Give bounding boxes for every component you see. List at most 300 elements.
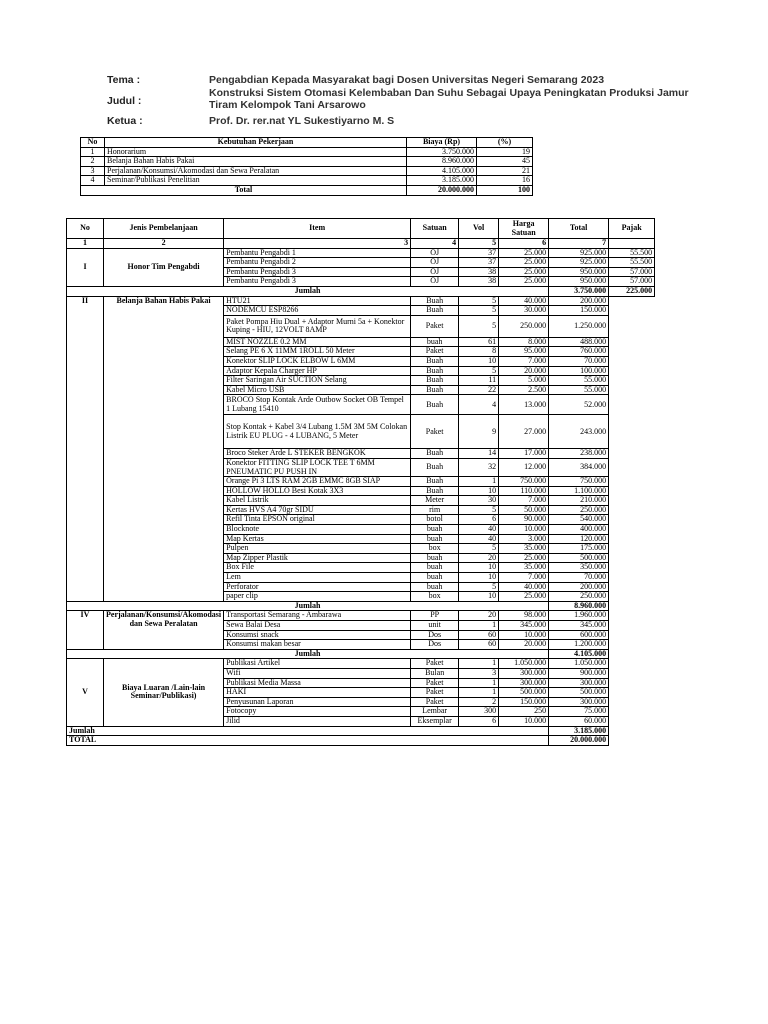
- pajak-cell: [609, 668, 655, 678]
- pajak-cell: [609, 515, 655, 525]
- item-cell: Refil Tinta EPSON original: [224, 515, 411, 525]
- harga-cell: 98.000: [499, 611, 549, 621]
- pajak-cell: [609, 385, 655, 395]
- detail-header-satuan: Satuan: [411, 219, 459, 239]
- item-cell: Penyusunan Laporan: [224, 697, 411, 707]
- detail-index-cell: 4: [411, 239, 459, 249]
- item-cell: Jilid: [224, 716, 411, 726]
- item-cell: Publikasi Artikel: [224, 659, 411, 669]
- satuan-cell: Paket: [411, 697, 459, 707]
- summary-biaya: 3.750.000: [407, 147, 477, 157]
- detail-index-row: [67, 239, 655, 249]
- satuan-cell: Buah: [411, 385, 459, 395]
- jumlah-total: 4.105.000: [549, 649, 609, 659]
- vol-cell: 14: [459, 449, 499, 459]
- total-cell: 600.000: [549, 630, 609, 640]
- summary-total-pct: 100: [477, 185, 533, 195]
- vol-cell: 4: [459, 395, 499, 415]
- harga-cell: 300.000: [499, 668, 549, 678]
- detail-index-cell: 7: [549, 239, 609, 249]
- harga-cell: 7.000: [499, 496, 549, 506]
- summary-pct: 16: [477, 176, 533, 186]
- harga-cell: 5.000: [499, 376, 549, 386]
- vol-cell: 10: [459, 486, 499, 496]
- vol-cell: 20: [459, 611, 499, 621]
- total-cell: 350.000: [549, 563, 609, 573]
- summary-no: 1: [81, 147, 105, 157]
- vol-cell: 3: [459, 668, 499, 678]
- summary-row: [81, 147, 533, 157]
- summary-header-kebutuhan: Kebutuhan Pekerjaan: [105, 138, 407, 148]
- item-cell: Pembantu Pengabdi 1: [224, 248, 411, 258]
- ketua-label: Ketua :: [107, 115, 143, 127]
- pajak-cell: [609, 678, 655, 688]
- harga-cell: 17.000: [499, 449, 549, 459]
- pajak-cell: [609, 573, 655, 583]
- harga-cell: 345.000: [499, 621, 549, 631]
- satuan-cell: Buah: [411, 356, 459, 366]
- item-cell: Konsumsi snack: [224, 630, 411, 640]
- vol-cell: 60: [459, 630, 499, 640]
- pajak-cell: [609, 544, 655, 554]
- group-jenis: Honor Tim Pengabdi: [104, 248, 224, 286]
- vol-cell: 1: [459, 659, 499, 669]
- summary-no: 2: [81, 157, 105, 167]
- pajak-cell: [609, 296, 655, 306]
- total-cell: 70.000: [549, 573, 609, 583]
- group-no: IV: [67, 611, 104, 649]
- item-cell: Filter Saringan Air SUCTION Selang: [224, 376, 411, 386]
- satuan-cell: PP: [411, 611, 459, 621]
- summary-no: 4: [81, 176, 105, 186]
- harga-cell: 27.000: [499, 415, 549, 449]
- harga-cell: 20.000: [499, 366, 549, 376]
- vol-cell: 40: [459, 525, 499, 535]
- summary-biaya: 8.960.000: [407, 157, 477, 167]
- satuan-cell: Buah: [411, 449, 459, 459]
- ketua-value: Prof. Dr. rer.nat YL Sukestiyarno M. S: [209, 115, 395, 127]
- total-cell: 950.000: [549, 277, 609, 287]
- tema-label: Tema :: [107, 74, 141, 86]
- satuan-cell: unit: [411, 621, 459, 631]
- grand-total-row: [67, 736, 655, 746]
- pajak-cell: [609, 716, 655, 726]
- total-cell: 250.000: [549, 592, 609, 602]
- satuan-cell: Buah: [411, 306, 459, 316]
- vol-cell: 10: [459, 573, 499, 583]
- harga-cell: 25.000: [499, 592, 549, 602]
- satuan-cell: buah: [411, 563, 459, 573]
- item-cell: Map Zipper Plastik: [224, 553, 411, 563]
- table-row: [67, 248, 655, 258]
- total-cell: 750.000: [549, 477, 609, 487]
- satuan-cell: OJ: [411, 258, 459, 268]
- grand-total-value: 20.000.000: [549, 736, 609, 746]
- item-cell: Broco Steker Arde L STEKER BENGKOK: [224, 449, 411, 459]
- summary-pct: 21: [477, 166, 533, 176]
- harga-cell: 90.000: [499, 515, 549, 525]
- jumlah-row: [67, 649, 655, 659]
- satuan-cell: box: [411, 544, 459, 554]
- item-cell: Publikasi Media Massa: [224, 678, 411, 688]
- pajak-cell: [609, 726, 655, 736]
- pajak-cell: 55.500: [609, 248, 655, 258]
- total-cell: 55.000: [549, 385, 609, 395]
- total-cell: 300.000: [549, 697, 609, 707]
- pajak-cell: [609, 640, 655, 650]
- final-jumlah-row: [67, 726, 655, 736]
- pajak-cell: [609, 376, 655, 386]
- total-cell: 500.000: [549, 553, 609, 563]
- satuan-cell: Paket: [411, 347, 459, 357]
- vol-cell: 20: [459, 553, 499, 563]
- harga-cell: 25.000: [499, 248, 549, 258]
- item-cell: Konektor FITTING SLIP LOCK TEE T 6MM PNEUMATIC PU PUSH IN: [224, 458, 411, 476]
- item-cell: Lem: [224, 573, 411, 583]
- item-cell: BROCO Stop Kontak Arde Outbow Socket OB Tempel 1 Lubang 15410: [224, 395, 411, 415]
- summary-biaya: 4.105.000: [407, 166, 477, 176]
- detail-index-cell: 3: [224, 239, 411, 249]
- jumlah-label: Jumlah: [67, 286, 549, 296]
- pajak-cell: [609, 688, 655, 698]
- summary-kebutuhan: Honorarium: [105, 147, 407, 157]
- final-jumlah-label: Jumlah: [67, 726, 549, 736]
- satuan-cell: Lembar: [411, 707, 459, 717]
- jumlah-pajak: 225.000: [609, 286, 655, 296]
- detail-header-row: [67, 219, 655, 239]
- satuan-cell: Buah: [411, 477, 459, 487]
- harga-cell: 30.000: [499, 306, 549, 316]
- detail-index-cell: [609, 239, 655, 249]
- total-cell: 345.000: [549, 621, 609, 631]
- harga-cell: 7.000: [499, 356, 549, 366]
- detail-header-item: Item: [224, 219, 411, 239]
- satuan-cell: Eksemplar: [411, 716, 459, 726]
- item-cell: Pembantu Pengabdi 3: [224, 277, 411, 287]
- harga-cell: 25.000: [499, 277, 549, 287]
- pajak-cell: [609, 458, 655, 476]
- satuan-cell: buah: [411, 534, 459, 544]
- pajak-cell: [609, 347, 655, 357]
- satuan-cell: buah: [411, 553, 459, 563]
- harga-cell: 10.000: [499, 525, 549, 535]
- pajak-cell: 57.000: [609, 267, 655, 277]
- summary-kebutuhan: Seminar/Publikasi Penelitian: [105, 176, 407, 186]
- total-cell: 488.000: [549, 337, 609, 347]
- item-cell: Pembantu Pengabdi 2: [224, 258, 411, 268]
- pajak-cell: [609, 707, 655, 717]
- item-cell: Stop Kontak + Kabel 3/4 Lubang 1.5M 3M 5M Colokan Listrik EU PLUG - 4 LUBANG, 5 Meter: [224, 415, 411, 449]
- harga-cell: 20.000: [499, 640, 549, 650]
- detail-index-cell: 1: [67, 239, 104, 249]
- total-cell: 120.000: [549, 534, 609, 544]
- summary-header-biaya: Biaya (Rp): [407, 138, 477, 148]
- pajak-cell: [609, 477, 655, 487]
- pajak-cell: [609, 337, 655, 347]
- item-cell: HTU21: [224, 296, 411, 306]
- pajak-cell: [609, 315, 655, 337]
- pajak-cell: [609, 505, 655, 515]
- satuan-cell: Bulan: [411, 668, 459, 678]
- total-cell: 500.000: [549, 688, 609, 698]
- satuan-cell: Paket: [411, 688, 459, 698]
- satuan-cell: buah: [411, 573, 459, 583]
- item-cell: Konsumsi makan besar: [224, 640, 411, 650]
- harga-cell: 95.000: [499, 347, 549, 357]
- summary-biaya: 3.185.000: [407, 176, 477, 186]
- total-cell: 1.050.000: [549, 659, 609, 669]
- vol-cell: 5: [459, 582, 499, 592]
- summary-header-no: No: [81, 138, 105, 148]
- satuan-cell: Buah: [411, 376, 459, 386]
- summary-total-biaya: 20.000.000: [407, 185, 477, 195]
- detail-table: [66, 218, 655, 746]
- harga-cell: 7.000: [499, 573, 549, 583]
- item-cell: Kabel Micro USB: [224, 385, 411, 395]
- vol-cell: 5: [459, 505, 499, 515]
- pajak-cell: [609, 611, 655, 621]
- total-cell: 384.000: [549, 458, 609, 476]
- item-cell: Perforator: [224, 582, 411, 592]
- harga-cell: 40.000: [499, 296, 549, 306]
- total-cell: 925.000: [549, 258, 609, 268]
- vol-cell: 37: [459, 258, 499, 268]
- item-cell: Konektor SLIP LOCK ELBOW L 6MM: [224, 356, 411, 366]
- harga-cell: 25.000: [499, 267, 549, 277]
- harga-cell: 250.000: [499, 315, 549, 337]
- satuan-cell: Buah: [411, 366, 459, 376]
- harga-cell: 500.000: [499, 688, 549, 698]
- total-cell: 243.000: [549, 415, 609, 449]
- vol-cell: 5: [459, 544, 499, 554]
- item-cell: Kabel Listrik: [224, 496, 411, 506]
- vol-cell: 5: [459, 315, 499, 337]
- harga-cell: 40.000: [499, 582, 549, 592]
- pajak-cell: [609, 525, 655, 535]
- pajak-cell: [609, 582, 655, 592]
- harga-cell: 25.000: [499, 553, 549, 563]
- harga-cell: 10.000: [499, 716, 549, 726]
- harga-cell: 250: [499, 707, 549, 717]
- item-cell: Orange Pi 3 LTS RAM 2GB EMMC 8GB SIAP: [224, 477, 411, 487]
- harga-cell: 35.000: [499, 544, 549, 554]
- pajak-cell: [609, 630, 655, 640]
- jumlah-label: Jumlah: [67, 601, 549, 611]
- summary-total-row: [81, 185, 533, 195]
- satuan-cell: box: [411, 592, 459, 602]
- satuan-cell: Paket: [411, 315, 459, 337]
- grand-total-label: TOTAL: [67, 736, 549, 746]
- satuan-cell: buah: [411, 582, 459, 592]
- vol-cell: 1: [459, 678, 499, 688]
- summary-row: [81, 157, 533, 167]
- detail-header-vol: Vol: [459, 219, 499, 239]
- vol-cell: 5: [459, 306, 499, 316]
- pajak-cell: [609, 486, 655, 496]
- total-cell: 60.000: [549, 716, 609, 726]
- pajak-cell: [609, 395, 655, 415]
- pajak-cell: [609, 415, 655, 449]
- total-cell: 900.000: [549, 668, 609, 678]
- judul-value-line1: Konstruksi Sistem Otomasi Kelembaban Dan Suhu Sebagai Upaya Peningkatan Produksi Jamur: [209, 87, 689, 99]
- total-cell: 1.200.000: [549, 640, 609, 650]
- pajak-cell: [609, 697, 655, 707]
- item-cell: Adaptor Kepala Charger HP: [224, 366, 411, 376]
- satuan-cell: botol: [411, 515, 459, 525]
- detail-index-cell: 6: [499, 239, 549, 249]
- item-cell: Pembantu Pengabdi 3: [224, 267, 411, 277]
- satuan-cell: Meter: [411, 496, 459, 506]
- summary-total-label: Total: [81, 185, 407, 195]
- group-no: V: [67, 659, 104, 726]
- vol-cell: 2: [459, 697, 499, 707]
- jumlah-total: 8.960.000: [549, 601, 609, 611]
- total-cell: 55.000: [549, 376, 609, 386]
- vol-cell: 300: [459, 707, 499, 717]
- vol-cell: 10: [459, 563, 499, 573]
- vol-cell: 30: [459, 496, 499, 506]
- total-cell: 950.000: [549, 267, 609, 277]
- table-row: [67, 659, 655, 669]
- vol-cell: 10: [459, 356, 499, 366]
- item-cell: NODEMCU ESP8266: [224, 306, 411, 316]
- harga-cell: 13.000: [499, 395, 549, 415]
- item-cell: Selang PE 6 X 11MM 1ROLL 50 Meter: [224, 347, 411, 357]
- pajak-cell: [609, 736, 655, 746]
- pajak-cell: 57.000: [609, 277, 655, 287]
- total-cell: 1.100.000: [549, 486, 609, 496]
- group-jenis: Belanja Bahan Habis Pakai: [104, 296, 224, 601]
- vol-cell: 5: [459, 296, 499, 306]
- total-cell: 925.000: [549, 248, 609, 258]
- table-row: [67, 296, 655, 306]
- harga-cell: 750.000: [499, 477, 549, 487]
- vol-cell: 6: [459, 716, 499, 726]
- pajak-cell: [609, 534, 655, 544]
- item-cell: Paket Pompa Hiu Dual + Adaptor Murni 5a + Konektor Kuping - HIU, 12VOLT 8AMP: [224, 315, 411, 337]
- satuan-cell: Dos: [411, 630, 459, 640]
- jumlah-row: [67, 601, 655, 611]
- item-cell: Transportasi Semarang - Ambarawa: [224, 611, 411, 621]
- harga-cell: 1.050.000: [499, 659, 549, 669]
- satuan-cell: Buah: [411, 458, 459, 476]
- detail-header-jenis: Jenis Pembelanjaan: [104, 219, 224, 239]
- harga-cell: 300.000: [499, 678, 549, 688]
- satuan-cell: Dos: [411, 640, 459, 650]
- satuan-cell: Paket: [411, 659, 459, 669]
- pajak-cell: [609, 592, 655, 602]
- total-cell: 400.000: [549, 525, 609, 535]
- vol-cell: 38: [459, 277, 499, 287]
- total-cell: 238.000: [549, 449, 609, 459]
- harga-cell: 3.000: [499, 534, 549, 544]
- summary-table: [80, 137, 533, 196]
- summary-header-row: [81, 138, 533, 148]
- item-cell: Sewa Balai Desa: [224, 621, 411, 631]
- harga-cell: 8.000: [499, 337, 549, 347]
- pajak-cell: [609, 659, 655, 669]
- item-cell: HAKI: [224, 688, 411, 698]
- summary-no: 3: [81, 166, 105, 176]
- item-cell: Blocknote: [224, 525, 411, 535]
- total-cell: 75.000: [549, 707, 609, 717]
- satuan-cell: Buah: [411, 486, 459, 496]
- total-cell: 210.000: [549, 496, 609, 506]
- satuan-cell: Buah: [411, 395, 459, 415]
- harga-cell: 12.000: [499, 458, 549, 476]
- satuan-cell: OJ: [411, 267, 459, 277]
- total-cell: 540.000: [549, 515, 609, 525]
- satuan-cell: buah: [411, 337, 459, 347]
- vol-cell: 38: [459, 267, 499, 277]
- item-cell: paper clip: [224, 592, 411, 602]
- total-cell: 100.000: [549, 366, 609, 376]
- jumlah-label: Jumlah: [67, 649, 549, 659]
- vol-cell: 6: [459, 515, 499, 525]
- detail-header-no: No: [67, 219, 104, 239]
- item-cell: Wifi: [224, 668, 411, 678]
- jumlah-total: 3.750.000: [549, 286, 609, 296]
- item-cell: Box File: [224, 563, 411, 573]
- item-cell: Map Kertas: [224, 534, 411, 544]
- vol-cell: 37: [459, 248, 499, 258]
- satuan-cell: Paket: [411, 415, 459, 449]
- detail-header-harga: Harga Satuan: [499, 219, 549, 239]
- satuan-cell: rim: [411, 505, 459, 515]
- vol-cell: 40: [459, 534, 499, 544]
- summary-row: [81, 166, 533, 176]
- pajak-cell: [609, 356, 655, 366]
- pajak-cell: [609, 553, 655, 563]
- vol-cell: 32: [459, 458, 499, 476]
- vol-cell: 22: [459, 385, 499, 395]
- item-cell: Kertas HVS A4 70gr SIDU: [224, 505, 411, 515]
- total-cell: 52.000: [549, 395, 609, 415]
- harga-cell: 35.000: [499, 563, 549, 573]
- satuan-cell: OJ: [411, 248, 459, 258]
- summary-kebutuhan: Perjalanan/Konsumsi/Akomodasi dan Sewa Peralatan: [105, 166, 407, 176]
- summary-pct: 45: [477, 157, 533, 167]
- harga-cell: 25.000: [499, 258, 549, 268]
- total-cell: 1.960.000: [549, 611, 609, 621]
- item-cell: Fotocopy: [224, 707, 411, 717]
- summary-kebutuhan: Belanja Bahan Habis Pakai: [105, 157, 407, 167]
- vol-cell: 60: [459, 640, 499, 650]
- total-cell: 760.000: [549, 347, 609, 357]
- pajak-cell: [609, 306, 655, 316]
- satuan-cell: Buah: [411, 296, 459, 306]
- total-cell: 200.000: [549, 296, 609, 306]
- total-cell: 150.000: [549, 306, 609, 316]
- total-cell: 70.000: [549, 356, 609, 366]
- group-jenis: Perjalanan/Konsumsi/Akomodasi dan Sewa Peralatan: [104, 611, 224, 649]
- vol-cell: 1: [459, 621, 499, 631]
- total-cell: 250.000: [549, 505, 609, 515]
- harga-cell: 150.000: [499, 697, 549, 707]
- pajak-cell: [609, 621, 655, 631]
- pajak-cell: [609, 649, 655, 659]
- pajak-cell: [609, 496, 655, 506]
- summary-pct: 19: [477, 147, 533, 157]
- summary-header-pct: (%): [477, 138, 533, 148]
- vol-cell: 1: [459, 688, 499, 698]
- vol-cell: 9: [459, 415, 499, 449]
- pajak-cell: [609, 563, 655, 573]
- vol-cell: 10: [459, 592, 499, 602]
- pajak-cell: [609, 366, 655, 376]
- item-cell: Pulpen: [224, 544, 411, 554]
- vol-cell: 8: [459, 347, 499, 357]
